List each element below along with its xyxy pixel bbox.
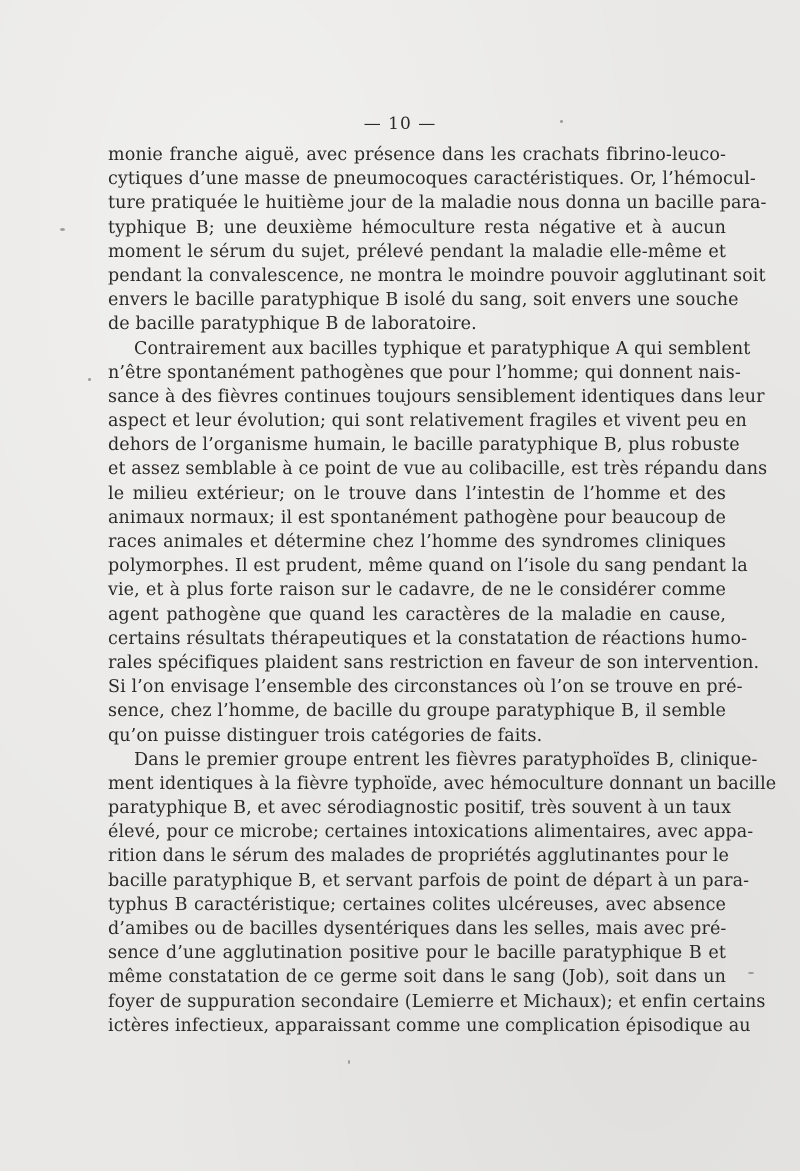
text-line: de bacille paratyphique B de laboratoire. (108, 314, 477, 335)
text-line: typhus B caractéristique; certaines colites ulcéreuses, avec absence (108, 894, 726, 915)
text-line: animaux normaux; il est spontanément pathogène pour beaucoup de (108, 507, 726, 528)
text-line: moment le sérum du sujet, prélevé pendant la maladie elle-même et (108, 241, 726, 262)
text-line: le milieu extérieur; on le trouve dans l’intestin de l’homme et des (108, 483, 726, 504)
paper-speck (60, 228, 65, 231)
text-line: paratyphique B, et avec sérodiagnostic positif, très souvent à un taux (108, 798, 732, 819)
text-line: typhique B; une deuxième hémoculture resta négative et à aucun (108, 217, 726, 238)
text-line: polymorphes. Il est prudent, même quand on l’isole du sang pendant la (108, 556, 748, 577)
text-line: aspect et leur évolution; qui sont relativement fragiles et vivent peu en (108, 411, 747, 432)
paragraph-first-line: Dans le premier groupe entrent les fièvres paratyphoïdes B, clinique- (134, 749, 758, 770)
paper-speck (348, 1060, 350, 1064)
text-line: ment identiques à la fièvre typhoïde, avec hémoculture donnant un bacille (108, 773, 777, 794)
text-line: même constatation de ce germe soit dans le sang (Job), soit dans un (108, 967, 726, 988)
text-line: n’être spontanément pathogènes que pour l’homme; qui donnent nais- (108, 362, 741, 383)
paragraph-first-line: Contrairement aux bacilles typhique et paratyphique A qui semblent (134, 338, 751, 359)
text-line: sence d’une agglutination positive pour le bacille paratyphique B et (108, 943, 726, 964)
text-line: dehors de l’organisme humain, le bacille paratyphique B, plus robuste (108, 435, 740, 456)
text-line: rition dans le sérum des malades de propriétés agglutinantes pour le (108, 846, 729, 867)
text-line: certains résultats thérapeutiques et la constatation de réactions humo- (108, 628, 748, 649)
text-line: d’amibes ou de bacilles dysentériques dans les selles, mais avec pré- (108, 919, 727, 939)
text-line: monie franche aiguë, avec présence dans les crachats fibrino-leuco- (108, 145, 726, 165)
paper-speck (748, 972, 754, 974)
text-line: pendant la convalescence, ne montra le moindre pouvoir agglutinant soit (108, 265, 766, 286)
text-line: et assez semblable à ce point de vue au colibacille, est très répandu dans (108, 459, 768, 480)
text-line: ictères infectieux, apparaissant comme une complication épisodique au (108, 1015, 751, 1036)
text-line: ture pratiquée le huitième jour de la maladie nous donna un bacille para- (108, 193, 767, 214)
text-line: foyer de suppuration secondaire (Lemierre et Michaux); et enfin certains (108, 991, 766, 1012)
text-line: sance à des fièvres continues toujours sensiblement identiques dans leur (108, 386, 765, 407)
paper-speck (88, 378, 91, 381)
text-line: sence, chez l’homme, de bacille du groupe paratyphique B, il semble (108, 701, 726, 722)
text-line: races animales et détermine chez l’homme des syndromes cliniques (108, 532, 726, 552)
text-line: élevé, pour ce microbe; certaines intoxications alimentaires, avec appa- (108, 822, 754, 843)
paper-speck (560, 120, 563, 123)
text-line: bacille paratyphique B, et servant parfois de point de départ à un para- (108, 870, 750, 891)
text-line: agent pathogène que quand les caractères de la maladie en cause, (108, 604, 726, 625)
text-line: Si l’on envisage l’ensemble des circonstances où l’on se trouve en pré- (108, 677, 743, 698)
text-line: cytiques d’une masse de pneumocoques caractéristiques. Or, l’hémocul- (108, 169, 756, 190)
text-line: envers le bacille paratyphique B isolé du sang, soit envers une souche (108, 290, 739, 311)
text-line: vie, et à plus forte raison sur le cadavre, de ne le considérer comme (108, 580, 726, 601)
text-line: qu’on puisse distinguer trois catégories de faits. (108, 725, 543, 746)
text-line: rales spécifiques plaident sans restriction en faveur de son intervention. (108, 652, 760, 673)
page-number: — 10 — (363, 114, 437, 134)
body-text (108, 143, 777, 1038)
